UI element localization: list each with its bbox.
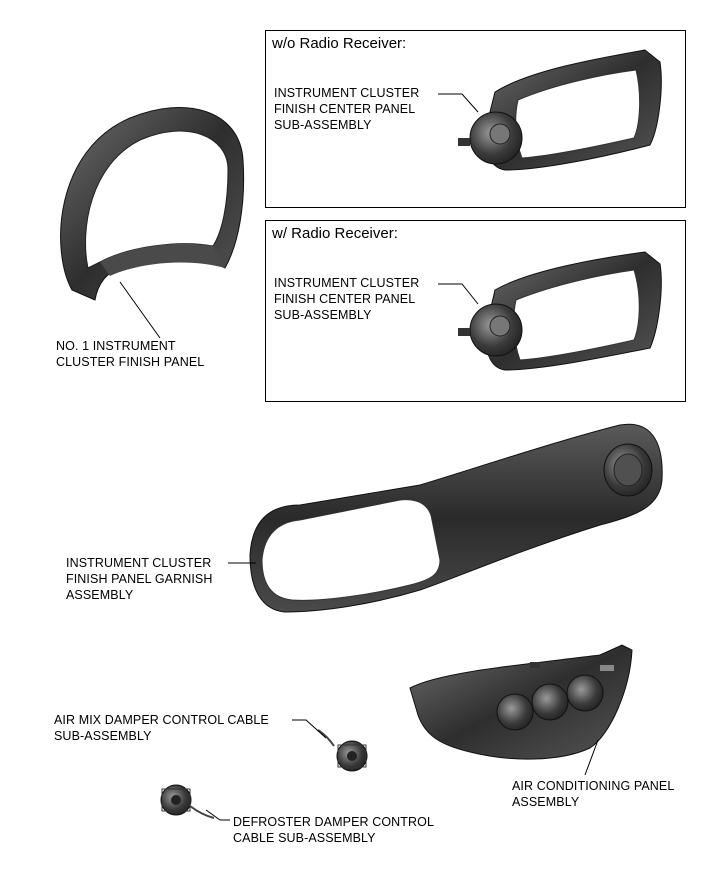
leader-line-defroster: [206, 810, 230, 820]
label-line: FINISH PANEL GARNISH: [66, 572, 213, 586]
label-line: ASSEMBLY: [66, 588, 134, 602]
ac-panel-label: [512, 778, 674, 810]
label-line: INSTRUMENT CLUSTER: [274, 86, 420, 100]
label-line: CLUSTER FINISH PANEL: [56, 355, 205, 369]
panel-without-radio-title: w/o Radio Receiver:: [272, 35, 407, 52]
center-panel-with-radio-label: [274, 275, 419, 323]
label-line: SUB-ASSEMBLY: [274, 118, 372, 132]
label-line: INSTRUMENT CLUSTER: [274, 276, 420, 290]
label-line: CABLE SUB-ASSEMBLY: [233, 831, 376, 845]
panel-with-radio: [265, 220, 686, 402]
label-line: AIR MIX DAMPER CONTROL CABLE: [54, 713, 269, 727]
label-line: INSTRUMENT CLUSTER: [66, 556, 212, 570]
label-line: ASSEMBLY: [512, 795, 580, 809]
label-line: FINISH CENTER PANEL: [274, 292, 416, 306]
no1-finish-panel-part: [61, 107, 244, 300]
garnish-assembly-part: [250, 424, 662, 612]
label-line: SUB-ASSEMBLY: [274, 308, 372, 322]
air-mix-cable-part: [318, 730, 367, 771]
defroster-cable-label: [233, 814, 434, 846]
garnish-assembly-label: [66, 555, 212, 603]
no1-finish-panel-label: [56, 338, 204, 370]
label-line: FINISH CENTER PANEL: [274, 102, 416, 116]
panel-with-radio-title: w/ Radio Receiver:: [272, 225, 398, 242]
label-line: SUB-ASSEMBLY: [54, 729, 152, 743]
label-line: DEFROSTER DAMPER CONTROL: [233, 815, 435, 829]
ac-panel-part: [410, 645, 632, 759]
label-line: AIR CONDITIONING PANEL: [512, 779, 675, 793]
defroster-cable-part: [161, 785, 214, 818]
leader-line-no1: [120, 282, 160, 338]
label-line: NO. 1 INSTRUMENT: [56, 339, 176, 353]
panel-without-radio: [265, 30, 686, 208]
leader-line-air-mix: [292, 720, 326, 738]
air-mix-cable-label: [54, 712, 269, 744]
center-panel-without-radio-label: [274, 85, 419, 133]
